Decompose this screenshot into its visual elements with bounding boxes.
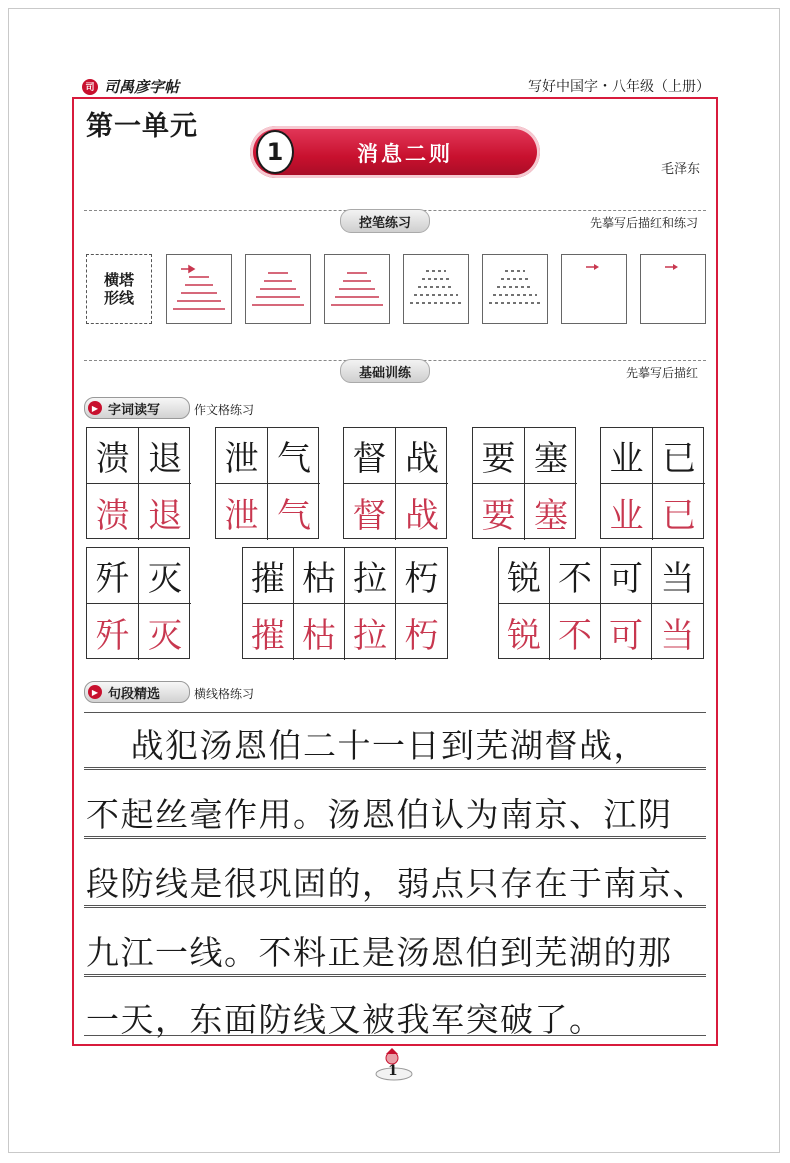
word-char: 退 <box>139 428 191 484</box>
passage-tag <box>84 681 190 703</box>
word-grid <box>472 427 576 539</box>
words-tag <box>84 397 190 419</box>
word-char: 歼 <box>87 548 139 604</box>
lesson-number: 1 <box>256 130 294 174</box>
trace-char[interactable]: 泄 <box>216 484 268 540</box>
trace-char[interactable]: 气 <box>277 495 311 536</box>
trace-char[interactable]: 业 <box>601 484 653 540</box>
play-arrow-icon: ▶ <box>88 401 102 415</box>
trace-char[interactable]: 锐 <box>499 604 550 660</box>
trace-horizontal-lines <box>246 255 310 323</box>
trace-char[interactable]: 灭 <box>148 615 182 656</box>
ruled-line <box>84 836 706 839</box>
brand-logo-icon: 司 <box>82 79 98 95</box>
word-char: 溃 <box>87 428 139 484</box>
stroke-label-cell <box>86 254 152 324</box>
word-char: 灭 <box>139 548 191 604</box>
trace-char[interactable]: 督 <box>344 484 396 540</box>
trace-char[interactable]: 当 <box>660 615 695 656</box>
word-grid <box>498 547 704 659</box>
word-grid <box>343 427 447 539</box>
trace-horizontal-lines <box>325 255 389 323</box>
word-char: 可 <box>601 548 652 604</box>
lesson-author: 毛泽东 <box>660 162 700 177</box>
stroke-label-line2: 形线 <box>103 289 134 307</box>
trace-char[interactable]: 塞 <box>534 495 568 536</box>
stroke-label-line1: 横塔 <box>103 271 134 289</box>
section-pen-note: 先摹写后描红和练习 <box>589 216 698 230</box>
word-char: 塞 <box>525 428 577 484</box>
section-pen-title: 控笔练习 <box>340 209 430 233</box>
brand-name: 司禺彦字帖 <box>104 78 180 96</box>
word-grid <box>600 427 704 539</box>
start-arrow-icon <box>641 255 705 323</box>
trace-char[interactable]: 溃 <box>87 484 139 540</box>
trace-char[interactable]: 拉 <box>345 604 396 660</box>
word-grid <box>215 427 319 539</box>
word-char: 拉 <box>345 548 396 604</box>
word-char: 要 <box>473 428 525 484</box>
word-grid <box>86 547 190 659</box>
start-arrow-icon <box>562 255 626 323</box>
word-char: 锐 <box>499 548 550 604</box>
trace-char[interactable]: 歼 <box>87 604 139 660</box>
trace-char[interactable]: 枯 <box>294 604 345 660</box>
word-char: 不 <box>550 548 601 604</box>
trace-char[interactable]: 战 <box>405 495 439 536</box>
word-char: 业 <box>601 428 653 484</box>
brand <box>82 76 179 97</box>
stroke-practice-cell[interactable] <box>561 254 627 324</box>
words-tag-label: 字词读写 <box>108 402 161 418</box>
ruled-line <box>84 905 706 908</box>
word-char: 已 <box>653 428 705 484</box>
trace-char[interactable]: 不 <box>550 604 601 660</box>
passage-line: 战犯汤恩伯二十一日到芜湖督战， <box>96 726 648 765</box>
word-char: 摧 <box>243 548 294 604</box>
trace-char[interactable]: 已 <box>662 495 696 536</box>
unit-title: 第一单元 <box>86 111 198 142</box>
passage-line: 段防线是很巩固的，弱点只存在于南京、 <box>86 864 707 903</box>
passage-line: 九江一线。不料正是汤恩伯到芜湖的那 <box>86 933 673 972</box>
trace-char[interactable]: 要 <box>473 484 525 540</box>
trace-horizontal-lines <box>167 255 231 323</box>
passage-note: 横线格练习 <box>194 687 255 701</box>
word-char: 气 <box>268 428 320 484</box>
passage-line: 一天，东面防线又被我军突破了。 <box>86 1000 604 1039</box>
stroke-practice-cell <box>403 254 469 324</box>
word-char: 战 <box>396 428 448 484</box>
word-char: 枯 <box>294 548 345 604</box>
ruled-line <box>84 712 706 713</box>
ruled-line <box>84 974 706 977</box>
page-number: 1 <box>388 1063 398 1079</box>
word-grid <box>86 427 190 539</box>
word-char: 督 <box>344 428 396 484</box>
stroke-practice-cell <box>245 254 311 324</box>
play-arrow-icon: ▶ <box>88 685 102 699</box>
trace-char[interactable]: 摧 <box>243 604 294 660</box>
ruled-line <box>84 767 706 770</box>
dotted-horizontal-lines <box>404 255 468 323</box>
passage-line: 不起丝毫作用。汤恩伯认为南京、江阴 <box>86 795 673 834</box>
word-grid <box>242 547 448 659</box>
page-number-badge <box>372 1046 416 1082</box>
trace-char[interactable]: 朽 <box>404 615 439 656</box>
book-title: 写好中国字・八年级（上册） <box>528 79 710 95</box>
trace-char[interactable]: 退 <box>148 495 182 536</box>
word-char: 朽 <box>396 548 447 604</box>
passage-tag-label: 句段精选 <box>108 686 161 702</box>
stroke-practice-cell <box>166 254 232 324</box>
trace-char[interactable]: 可 <box>601 604 652 660</box>
lesson-title: 消息二则 <box>357 142 453 166</box>
word-char: 泄 <box>216 428 268 484</box>
word-char: 当 <box>652 548 703 604</box>
section-basic-title: 基础训练 <box>340 359 430 383</box>
section-basic-note: 先摹写后描红 <box>625 366 698 380</box>
words-note: 作文格练习 <box>194 403 255 417</box>
stroke-practice-cell[interactable] <box>640 254 706 324</box>
stroke-practice-cell <box>324 254 390 324</box>
dotted-horizontal-lines <box>483 255 547 323</box>
stroke-practice-cell <box>482 254 548 324</box>
